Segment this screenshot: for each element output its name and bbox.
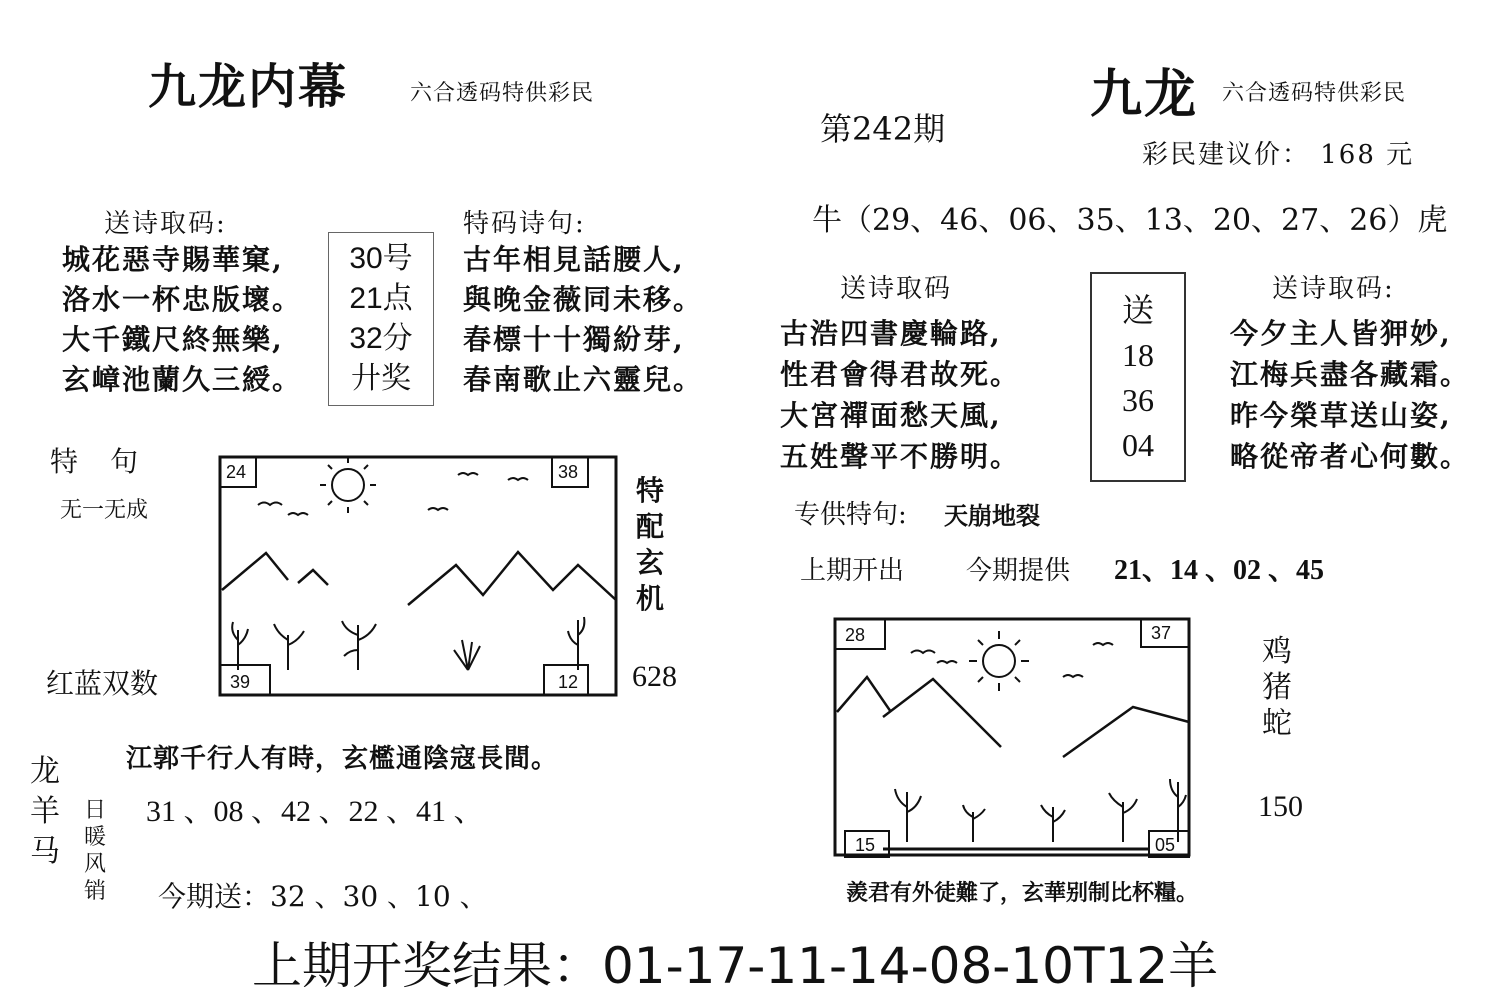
hint-char: 暖 (84, 825, 107, 850)
left-title: 九龙内幕 (148, 59, 349, 115)
poem-line: 城花惡寺賜華窠, (62, 243, 284, 276)
picture-frame (220, 457, 616, 695)
poem-line: 略從帝者心何數。 (1230, 440, 1471, 473)
poem-line: 昨今榮草送山姿, (1230, 399, 1452, 432)
left-landscape-picture (218, 455, 618, 700)
left-mid-box (328, 232, 434, 406)
left-vertical-note (636, 473, 664, 617)
corner-number: 39 (230, 672, 251, 692)
right-zodiac-line: 牛（29、46、06、35、13、20、27、26）虎 (812, 203, 1448, 238)
left-subtitle: 六合透码特供彩民 (410, 81, 595, 106)
mid-box-line: 21点 (349, 282, 413, 315)
last-draw-result: 上期开奖结果：01-17-11-14-08-10T12羊 (252, 937, 1219, 995)
poem-line: 古年相見話腰人, (463, 243, 685, 276)
poem-line: 大千鐵尺終無樂, (62, 323, 284, 356)
sun-icon (969, 631, 1029, 691)
mid-box-line: 32分 (349, 322, 413, 355)
zodiac-char: 龙 (30, 754, 60, 789)
animal-char: 蛇 (1262, 706, 1292, 741)
vertical-char: 机 (636, 582, 665, 615)
sun-icon (320, 457, 376, 513)
corner-number: 12 (558, 672, 579, 692)
poem-line: 與晚金薇同未移。 (463, 283, 704, 316)
vertical-char: 玄 (636, 546, 665, 579)
hint-char: 风 (84, 852, 107, 877)
left-numbers: 31 、08 、42 、22 、41 、 (146, 795, 484, 828)
poem-line: 春標十十獨紛芽, (463, 323, 685, 356)
mid-box-line: 廾奖 (351, 362, 411, 395)
corner-number: 37 (1151, 623, 1172, 643)
mid-box-line: 送 (1121, 292, 1154, 328)
plants-icon (232, 617, 584, 670)
left-poem-a-header: 送诗取码: (104, 209, 227, 239)
right-verse: 羨君有外徒難了，玄華别制比杯糧。 (846, 880, 1199, 906)
left-special-value: 无一无成 (60, 498, 149, 523)
plants-icon (895, 779, 1186, 842)
birds-icon (258, 473, 528, 515)
left-verse: 江郭千行人有時，玄檻通陰寇長間。 (126, 744, 559, 774)
left-special-label: 特 句 (50, 445, 141, 478)
right-price: 彩民建议价： 168 元 (1142, 140, 1415, 170)
poem-line: 玄嶂池蘭久三綬。 (62, 363, 303, 396)
right-provide-label: 今期提供 (966, 556, 1071, 586)
right-provide-numbers: 21、14 、02 、45 (1114, 555, 1325, 586)
left-poem-b (463, 240, 703, 400)
right-special-value: 天崩地裂 (944, 501, 1040, 530)
corner-number: 38 (558, 462, 579, 482)
right-animals (1262, 634, 1292, 742)
left-color-label: 红蓝双数 (46, 667, 159, 700)
left-this-period: 今期送：32 、30 、10 、 (158, 880, 488, 913)
poem-line: 江梅兵盡各藏霜。 (1230, 358, 1471, 391)
mountains-icon (222, 552, 616, 605)
right-last-label: 上期开出 (800, 556, 905, 586)
poem-line: 洛水一杯忠版壞。 (62, 283, 303, 316)
vertical-char: 特 (636, 474, 665, 507)
poem-line: 五姓聲平不勝明。 (780, 440, 1021, 473)
hint-char: 日 (84, 798, 107, 823)
left-poem-a (62, 240, 302, 400)
corner-number: 28 (845, 625, 866, 645)
mid-box-line: 36 (1122, 382, 1154, 418)
corner-number: 05 (1155, 835, 1176, 855)
left-side-number: 628 (632, 660, 677, 693)
left-poem-b-header: 特码诗句: (463, 209, 586, 239)
poem-line: 性君會得君故死。 (780, 358, 1021, 391)
animal-char: 鸡 (1262, 634, 1292, 669)
mid-box-line: 30号 (349, 242, 413, 275)
right-poem-a (780, 313, 1020, 477)
mountains-icon (837, 677, 1189, 757)
mid-box-line: 18 (1122, 337, 1154, 373)
right-mid-box (1090, 272, 1186, 482)
right-subtitle: 六合透码特供彩民 (1222, 81, 1407, 106)
poem-line: 大宮禪面愁天風, (780, 399, 1002, 432)
vertical-char: 配 (636, 510, 665, 543)
right-side-number: 150 (1258, 790, 1303, 823)
issue-number: 第242期 (820, 110, 946, 148)
corner-number: 15 (855, 835, 876, 855)
zodiac-char: 马 (30, 834, 60, 869)
poem-line: 春南歌止六靈兒。 (463, 363, 704, 396)
hint-char: 销 (84, 879, 107, 904)
left-hint (84, 797, 106, 905)
mid-box-line: 04 (1122, 427, 1154, 463)
right-poem-b-header: 送诗取码: (1272, 274, 1395, 304)
left-zodiac (30, 752, 60, 872)
poem-line: 古浩四書慶輪路, (780, 317, 1002, 350)
animal-char: 猪 (1262, 670, 1292, 705)
right-poem-a-header: 送诗取码 (840, 274, 953, 304)
right-landscape-picture (833, 617, 1193, 863)
zodiac-char: 羊 (30, 794, 60, 829)
right-special-label: 专供特句: (794, 500, 907, 530)
poem-line: 今夕主人皆狎妙, (1230, 317, 1452, 350)
picture-frame (835, 619, 1189, 855)
corner-number: 24 (226, 462, 247, 482)
right-poem-b (1230, 313, 1470, 477)
right-title: 九龙 (1090, 64, 1199, 125)
